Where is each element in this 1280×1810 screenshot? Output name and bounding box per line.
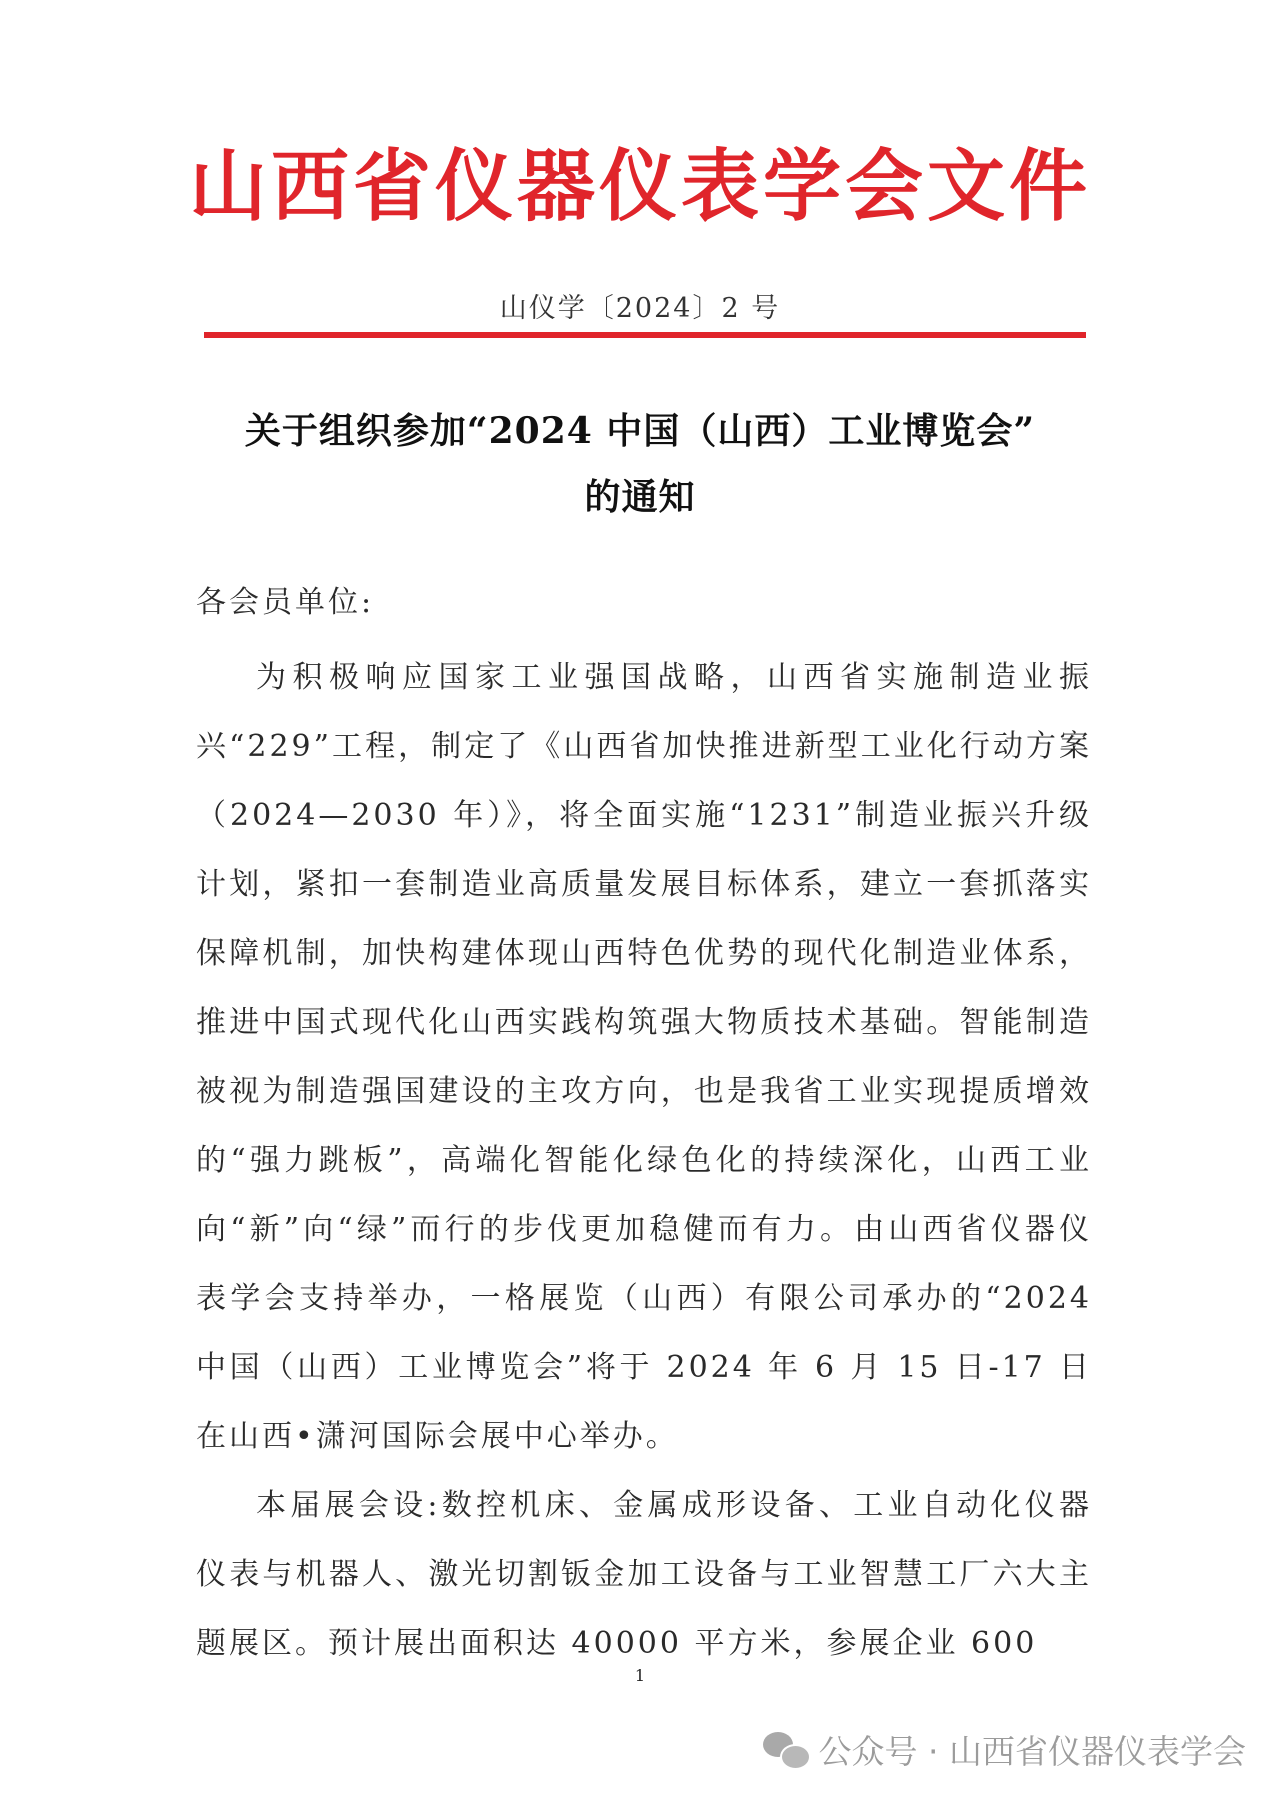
org-file-title: 山西省仪器仪表学会文件 (188, 142, 1091, 232)
watermark (763, 1726, 1246, 1773)
red-divider (204, 332, 1086, 338)
page-number: 1 (634, 1666, 646, 1685)
notice-title-line-2: 的通知 (584, 476, 696, 518)
wechat-icon (763, 1730, 809, 1770)
paragraph-2: 本届展会设:数控机床、金属成形设备、工业自动化仪器仪表与机器人、激光切割钣金加工设备与工业智慧工厂六大主题展区。预计展出面积达 40000 平方米，参展企业 600 (196, 1488, 1092, 1661)
watermark-text: 公众号 · 山西省仪器仪表学会 (818, 1732, 1246, 1771)
notice-title (0, 398, 1280, 530)
paragraph-1: 为积极响应国家工业强国战略，山西省实施制造业振兴“229”工程，制定了《山西省加快推进新型工业化行动方案（2024—2030 年）》，将全面实施“1231”制造业振兴升级计划，紧扣一套制造业高质量发展目标体系，建立一套抓落实保障机制，加快构建体现山西特色优势的现代化制造业体系，推进中国式现代化山西实践构筑强大物质技术基础。智能制造被视为制造强国建设的主攻方向，也是我省工业实现提质增效的“强力跳板”，高端化智能化绿色化的持续深化，山西工业向“新”向“绿”而行的步伐更加稳健而有力。由山西省仪器仪表学会支持举办，一格展览（山西）有限公司承办的“2024 中国（山西）工业博览会”将于 2024 年 6 月 15 日-17 日在山西•潇河国际会展中心举办。 (196, 660, 1092, 1454)
document-number: 山仪学〔2024〕2 号 (499, 293, 781, 324)
salutation: 各会员单位: (196, 585, 375, 620)
notice-title-line-1: 关于组织参加“2024 中国（山西）工业博览会” (244, 410, 1036, 452)
notice-body (196, 643, 1092, 1678)
